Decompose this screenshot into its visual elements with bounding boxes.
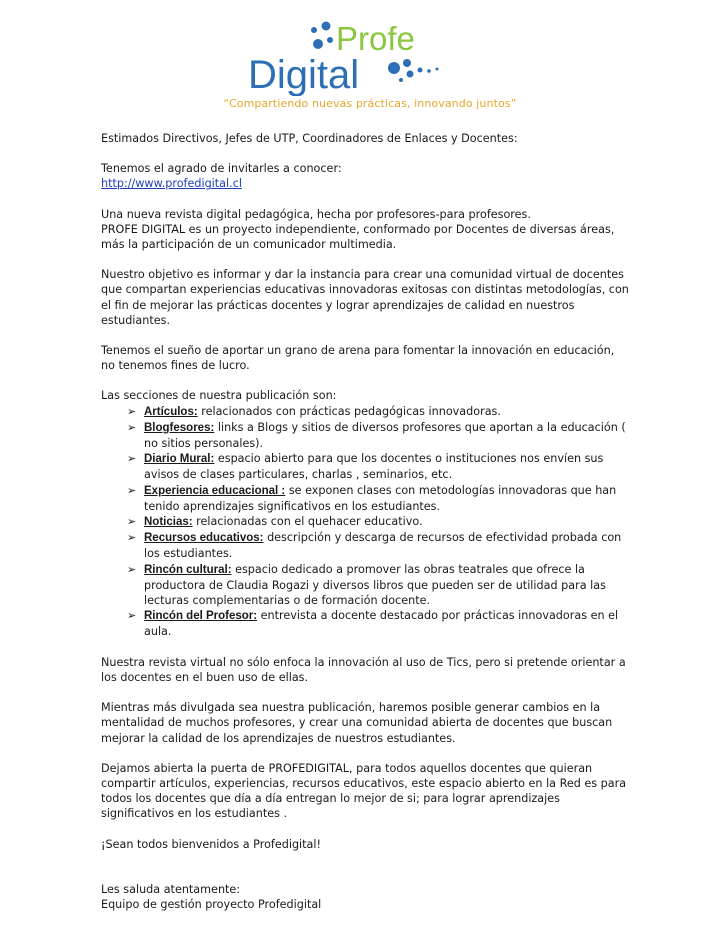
arrow-bullet-icon: ➢ <box>127 420 137 434</box>
section-title: Recursos educativos: <box>144 532 264 545</box>
list-item <box>127 562 631 609</box>
section-desc: espacio dedicado a promover las obras teatrales que ofrece la productora de Claudia Rogazi y diversos libros que pueden ser de utilidad para las lecturas complementarias o de formación docente. <box>144 562 606 608</box>
list-item <box>127 530 631 561</box>
closing-line: Les saluda atentamente: <box>101 882 241 896</box>
tagline: “Compartiendo nuevas prácticas, innovando juntos” <box>223 97 517 110</box>
section-title: Artículos: <box>144 405 198 418</box>
list-item <box>127 420 631 451</box>
section-desc: se exponen clases con metodologías innovadoras que han tenido aprendizajes significativos en los estudiantes. <box>144 483 617 513</box>
arrow-bullet-icon: ➢ <box>127 609 137 623</box>
intro-paragraph-1: Una nueva revista digital pedagógica, hecha por profesores-para profesores. <box>101 207 531 221</box>
section-title: Noticias: <box>144 516 193 529</box>
section-desc: entrevista a docente destacado por prácticas innovadoras en el aula. <box>144 609 619 639</box>
section-title: Rincón del Profesor: <box>144 610 258 623</box>
greeting: Estimados Directivos, Jefes de UTP, Coordinadores de Enlaces y Docentes: <box>101 132 518 145</box>
arrow-bullet-icon: ➢ <box>127 404 137 418</box>
list-item <box>127 608 631 639</box>
list-item <box>127 451 631 482</box>
logo-graphic <box>244 16 454 96</box>
list-item <box>127 514 631 530</box>
list-item <box>127 404 631 420</box>
arrow-bullet-icon: ➢ <box>127 515 137 529</box>
intro-paragraph-2: PROFE DIGITAL es un proyecto independiente, conformado por Docentes de diversas áreas, más la participación de un comunicador multimedia. <box>101 222 615 252</box>
section-desc: links a Blogs y sitios de diversos profesores que aportan a la educación ( no sitios personales). <box>144 420 626 451</box>
section-desc: descripción y descarga de recursos de efectividad probada con los estudiantes. <box>144 531 622 561</box>
signature-line: Equipo de gestión proyecto Profedigital <box>101 897 322 911</box>
signature-block <box>101 882 631 912</box>
website-link[interactable]: http://www.profedigital.cl <box>101 177 242 191</box>
objective-paragraph: Nuestro objetivo es informar y dar la instancia para crear una comunidad virtual de docentes que compartan experiencias educativas innovadoras exitosas con distintas metodologías, con el fin de mejorar las prácticas docentes y lograr aprendizajes de calidad en nuestros estudiantes. <box>101 268 629 327</box>
letter-body <box>101 131 631 912</box>
logo-word-profe: Profe <box>336 20 415 57</box>
section-desc: relacionados con prácticas pedagógicas innovadoras. <box>197 404 501 418</box>
logo-word-digital: Digital <box>248 53 360 96</box>
section-title: Blogfesores: <box>144 421 215 434</box>
dream-paragraph: Tenemos el sueño de aportar un grano de arena para fomentar la innovación en educación, no tenemos fines de lucro. <box>101 344 615 373</box>
section-title: Diario Mural: <box>144 453 215 466</box>
sections-intro: Las secciones de nuestra publicación son: <box>101 389 337 403</box>
invite-line: Tenemos el agrado de invitarles a conocer: <box>101 162 342 176</box>
welcome-line: ¡Sean todos bienvenidos a Profedigital! <box>101 837 321 851</box>
sections-list <box>101 404 631 640</box>
arrow-bullet-icon: ➢ <box>127 562 137 576</box>
arrow-bullet-icon: ➢ <box>127 483 137 497</box>
arrow-bullet-icon: ➢ <box>127 452 137 466</box>
open-door-paragraph: Dejamos abierta la puerta de PROFEDIGITAL, para todos aquellos docentes que quieran compartir artículos, experiencias, recursos educativos, este espacio abierto en la Red es para todos los docentes que día a día entregan lo mejor de si; para lograr aprendizajes significativos en los estudiantes . <box>101 761 627 821</box>
tics-paragraph: Nuestra revista virtual no sólo enfoca la innovación al uso de Tics, pero si pretende orientar a los docentes en el buen uso de ellas. <box>101 655 626 684</box>
section-desc: espacio abierto para que los docentes o instituciones nos envíen sus avisos de clases particulares, charlas , seminarios, etc. <box>144 452 604 482</box>
profedigital-logo <box>244 16 454 96</box>
section-title: Experiencia educacional : <box>144 484 286 497</box>
arrow-bullet-icon: ➢ <box>127 531 137 545</box>
section-title: Rincón cultural: <box>144 563 232 576</box>
section-desc: relacionadas con el quehacer educativo. <box>192 515 423 529</box>
spread-paragraph: Mientras más divulgada sea nuestra publicación, haremos posible generar cambios en la mentalidad de muchos profesores, y crear una comunidad abierta de docentes que buscan mejorar la calidad de los aprendizajes de nuestros estudiantes. <box>101 701 613 745</box>
list-item <box>127 483 631 514</box>
